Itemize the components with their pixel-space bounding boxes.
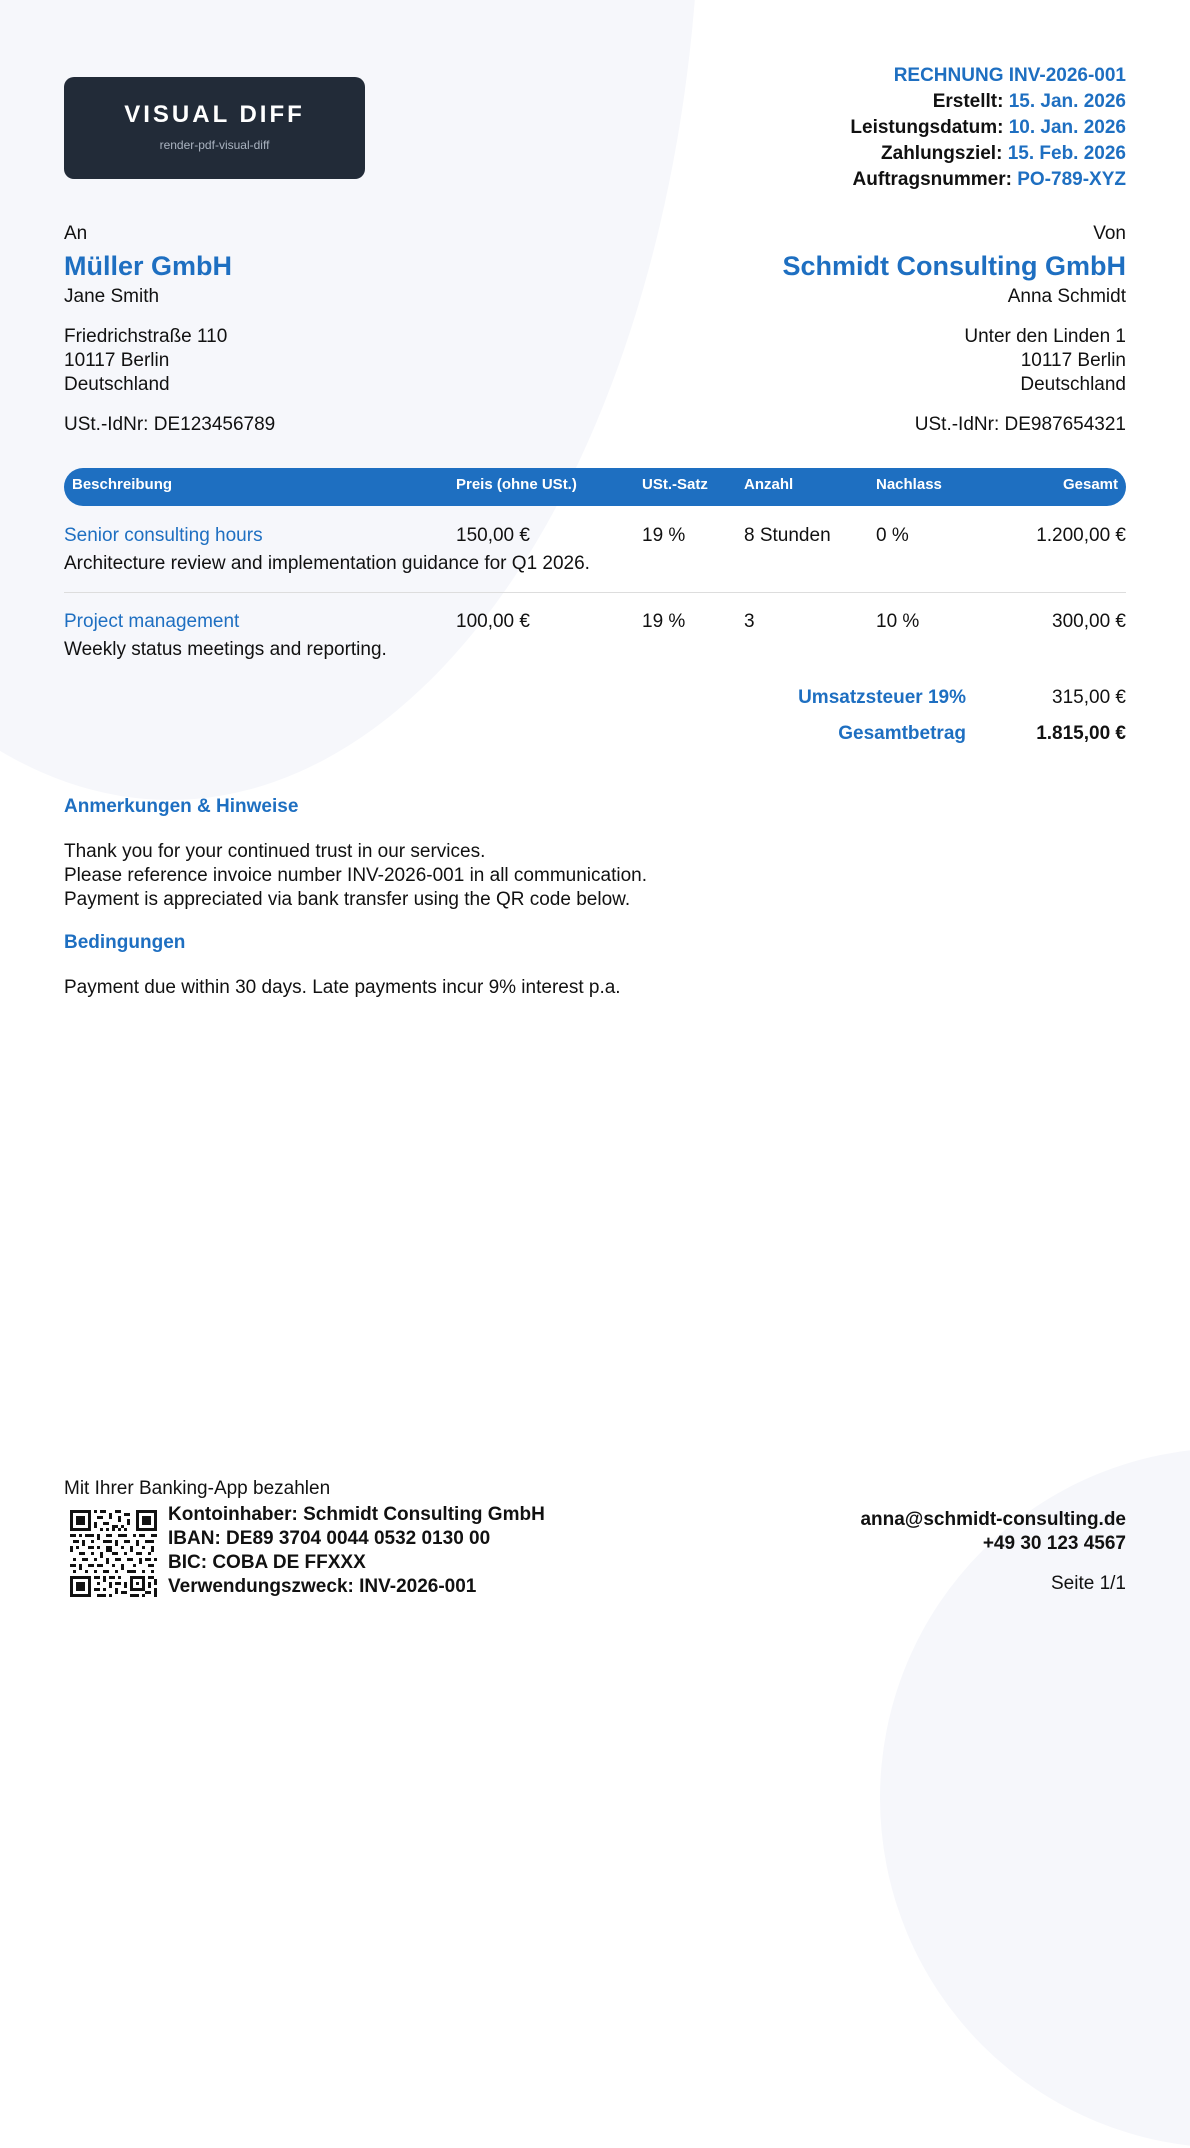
recipient-company: Müller GmbH bbox=[64, 251, 233, 281]
tax-label: Umsatzsteuer 19% bbox=[798, 687, 966, 708]
due-date bbox=[850, 141, 1126, 167]
grand-total-value: 1.815,00 € bbox=[1036, 723, 1126, 744]
service-label: Leistungsdatum: bbox=[850, 117, 1004, 138]
company-logo bbox=[64, 77, 365, 179]
qr-code-icon bbox=[70, 1510, 157, 1597]
item-total: 300,00 € bbox=[1052, 611, 1126, 632]
terms-text: Payment due within 30 days. Late payments incur 9% interest p.a. bbox=[64, 977, 621, 998]
header-price: Preis (ohne USt.) bbox=[456, 476, 577, 493]
item-total: 1.200,00 € bbox=[1036, 525, 1126, 546]
item-title: Senior consulting hours bbox=[64, 525, 263, 546]
item-discount: 0 % bbox=[876, 525, 909, 546]
tax-value: 315,00 € bbox=[1052, 687, 1126, 708]
recipient-street: Friedrichstraße 110 bbox=[64, 326, 228, 347]
recipient-role: An bbox=[64, 223, 88, 244]
notes-title: Anmerkungen & Hinweise bbox=[64, 796, 299, 817]
grand-total-line bbox=[706, 723, 1126, 759]
service-date bbox=[850, 115, 1126, 141]
recipient-block bbox=[64, 222, 275, 437]
sender-contact: Anna Schmidt bbox=[1007, 286, 1126, 307]
tax-line bbox=[706, 687, 1126, 723]
table-header bbox=[64, 468, 1126, 506]
logo-subtitle: render-pdf-visual-diff bbox=[159, 138, 270, 152]
sender-street: Unter den Linden 1 bbox=[964, 326, 1126, 347]
item-description: Weekly status meetings and reporting. bbox=[64, 639, 387, 660]
service-value: 10. Jan. 2026 bbox=[1008, 117, 1126, 138]
order-value: PO-789-XYZ bbox=[1017, 169, 1126, 190]
table-row bbox=[64, 506, 1126, 593]
item-description: Architecture review and implementation guidance for Q1 2026. bbox=[64, 553, 590, 574]
recipient-vat: USt.-IdNr: DE123456789 bbox=[64, 414, 276, 435]
sender-company: Schmidt Consulting GmbH bbox=[782, 251, 1126, 281]
footer-email[interactable]: anna@schmidt-consulting.de bbox=[860, 1509, 1126, 1530]
iban: IBAN: DE89 3704 0044 0532 0130 00 bbox=[168, 1528, 491, 1549]
footer-contact bbox=[860, 1508, 1126, 1556]
created-value: 15. Jan. 2026 bbox=[1008, 91, 1126, 112]
grand-total-label: Gesamtbetrag bbox=[838, 723, 966, 744]
sender-block bbox=[783, 222, 1127, 437]
payment-caption: Mit Ihrer Banking-App bezahlen bbox=[64, 1478, 331, 1499]
account-holder: Kontoinhaber: Schmidt Consulting GmbH bbox=[168, 1504, 545, 1525]
sender-role: Von bbox=[1093, 223, 1126, 244]
notes-line: Thank you for your continued trust in our services. bbox=[64, 841, 486, 862]
header-vat-rate: USt.-Satz bbox=[642, 476, 708, 493]
header-total: Gesamt bbox=[1062, 476, 1118, 493]
recipient-city: 10117 Berlin bbox=[64, 350, 170, 371]
order-number bbox=[850, 167, 1126, 193]
item-quantity: 8 Stunden bbox=[744, 525, 831, 546]
recipient-contact: Jane Smith bbox=[64, 286, 160, 307]
notes-line: Please reference invoice number INV-2026-001 in all communication. bbox=[64, 865, 647, 886]
logo-title: VISUAL DIFF bbox=[124, 101, 305, 128]
item-vat-rate: 19 % bbox=[642, 525, 686, 546]
bic: BIC: COBA DE FFXXX bbox=[168, 1552, 366, 1573]
bank-details bbox=[168, 1503, 545, 1599]
recipient-country: Deutschland bbox=[64, 374, 170, 395]
header-quantity: Anzahl bbox=[744, 476, 794, 493]
order-label: Auftragsnummer: bbox=[852, 169, 1012, 190]
item-discount: 10 % bbox=[876, 611, 920, 632]
header-discount: Nachlass bbox=[876, 476, 942, 493]
table-row bbox=[64, 593, 1126, 679]
footer-phone[interactable]: +49 30 123 4567 bbox=[982, 1533, 1126, 1554]
invoice-heading: RECHNUNG INV-2026-001 bbox=[893, 65, 1126, 86]
item-price: 150,00 € bbox=[456, 525, 530, 546]
payment-reference: Verwendungszweck: INV-2026-001 bbox=[168, 1576, 477, 1597]
recipient-address bbox=[64, 325, 275, 397]
created-label: Erstellt: bbox=[932, 91, 1004, 112]
item-price: 100,00 € bbox=[456, 611, 530, 632]
sender-vat: USt.-IdNr: DE987654321 bbox=[914, 414, 1126, 435]
created-date bbox=[850, 89, 1126, 115]
item-quantity: 3 bbox=[744, 611, 755, 632]
invoice-meta bbox=[850, 63, 1126, 193]
line-items-table bbox=[64, 468, 1126, 679]
due-value: 15. Feb. 2026 bbox=[1007, 143, 1126, 164]
terms-title: Bedingungen bbox=[64, 932, 186, 953]
sender-address bbox=[783, 325, 1127, 397]
header-description: Beschreibung bbox=[72, 476, 173, 493]
sender-city: 10117 Berlin bbox=[1020, 350, 1126, 371]
sender-country: Deutschland bbox=[1020, 374, 1126, 395]
page-number: Seite 1/1 bbox=[1051, 1573, 1126, 1594]
totals-block bbox=[706, 687, 1126, 759]
notes-text bbox=[64, 840, 647, 912]
item-vat-rate: 19 % bbox=[642, 611, 686, 632]
due-label: Zahlungsziel: bbox=[881, 143, 1003, 164]
notes-line: Payment is appreciated via bank transfer using the QR code below. bbox=[64, 889, 631, 910]
item-title: Project management bbox=[64, 611, 240, 632]
